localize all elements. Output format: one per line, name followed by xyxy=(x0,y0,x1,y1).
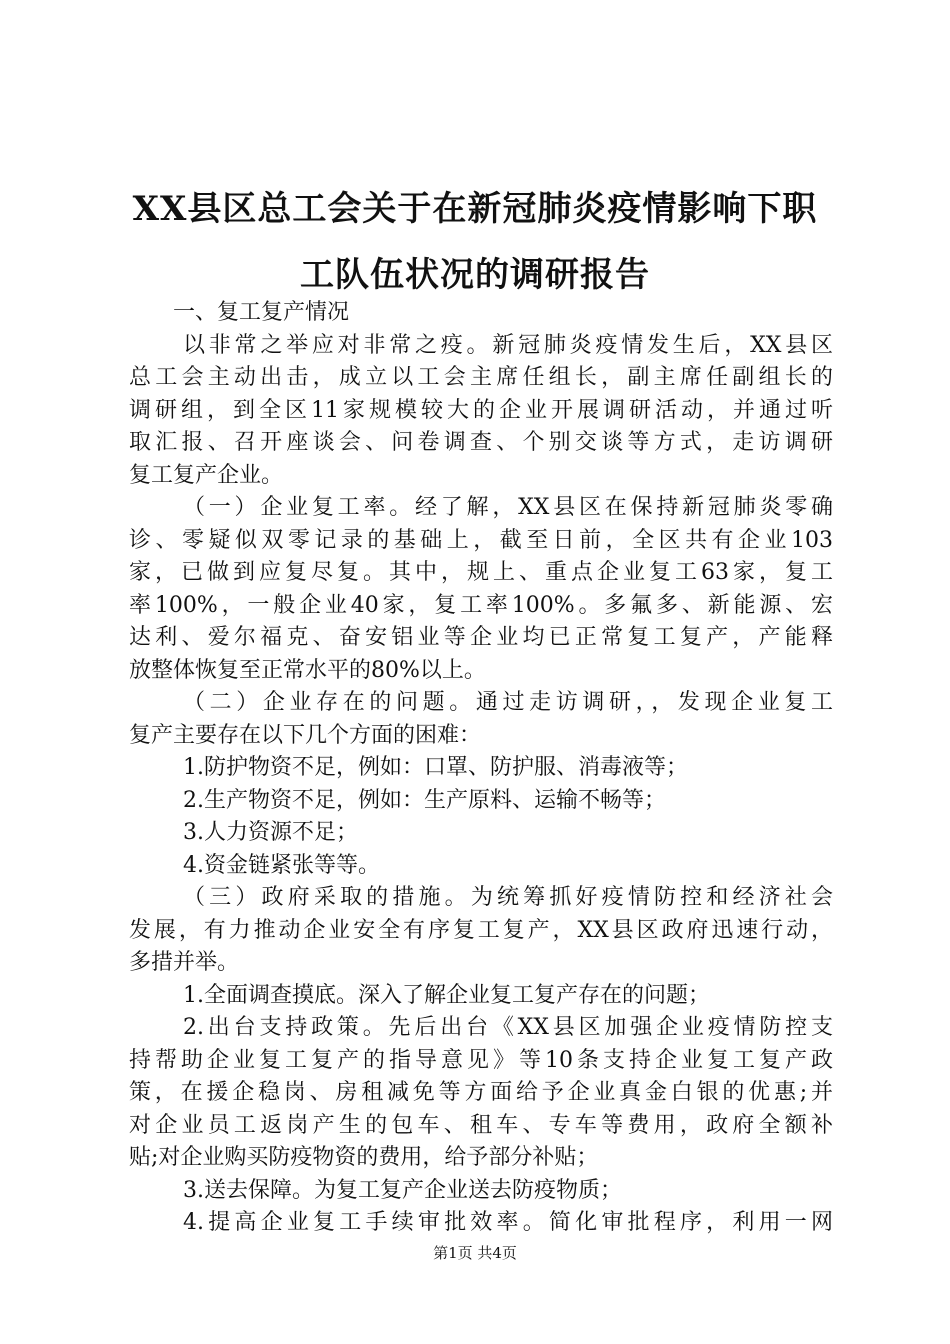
paragraph-line: （二）企业存在的问题。通过走访调研，，发现企业复工 xyxy=(183,690,833,715)
paragraph-line: （三）政府采取的措施。为统筹抓好疫情防控和经济社会 xyxy=(183,885,833,910)
paragraph-line: 多措并举。 xyxy=(129,950,240,975)
paragraph-line: 以非常之举应对非常之疫。新冠肺炎疫情发生后，XX县区 xyxy=(183,332,833,358)
paragraph-line: 发展，有力推动企业安全有序复工复产，XX县区政府迅速行动， xyxy=(129,917,833,943)
paragraph-line: 3.人力资源不足； xyxy=(183,820,358,845)
paragraph-line: 一、复工复产情况 xyxy=(173,300,350,325)
paragraph-line: 2.生产物资不足，例如：生产原料、运输不畅等； xyxy=(183,787,666,813)
page-footer: 第1页 共4页 xyxy=(433,1244,517,1262)
paragraph-line: 4.资金链紧张等等。 xyxy=(183,852,380,878)
paragraph-line: 家，已做到应复尽复。其中，规上、重点企业复工63家，复工 xyxy=(129,560,833,585)
paragraph-line: （一）企业复工率。经了解，XX县区在保持新冠肺炎零确 xyxy=(183,495,833,520)
title-line-1: XX县区总工会关于在新冠肺炎疫情影响下职 xyxy=(132,189,818,229)
paragraph-line: 取汇报、召开座谈会、问卷调查、个别交谈等方式，走访调研 xyxy=(129,430,833,455)
paragraph-line: 总工会主动出击，成立以工会主席任组长，副主席任副组长的 xyxy=(129,365,833,390)
paragraph-line: 复产主要存在以下几个方面的困难： xyxy=(129,722,482,748)
paragraph-line: 1.防护物资不足，例如：口罩、防护服、消毒液等； xyxy=(183,755,688,780)
paragraph-line: 复工复产企业。 xyxy=(129,462,284,488)
paragraph-line: 持帮助企业复工复产的指导意见》等10条支持企业复工复产政 xyxy=(129,1047,833,1073)
document-title xyxy=(100,176,850,308)
paragraph-line: 2.出台支持政策。先后出台《XX县区加强企业疫情防控支 xyxy=(183,1015,833,1040)
paragraph-line: 放整体恢复至正常水平的80%以上。 xyxy=(129,657,486,683)
paragraph-line: 策，在援企稳岗、房租减免等方面给予企业真金白银的优惠;并 xyxy=(129,1080,833,1105)
paragraph-line: 1.全面调查摸底。深入了解企业复工复产存在的问题； xyxy=(183,982,710,1008)
paragraph-line: 贴;对企业购买防疫物资的费用，给予部分补贴； xyxy=(129,1145,599,1170)
title-line-2: 工队伍状况的调研报告 xyxy=(300,255,650,295)
document-body xyxy=(129,297,833,1240)
paragraph-line: 3.送去保障。为复工复产企业送去防疫物质； xyxy=(183,1177,622,1203)
paragraph-line: 达利、爱尔福克、奋安铝业等企业均已正常复工复产，产能释 xyxy=(129,625,833,650)
paragraph-line: 4.提高企业复工手续审批效率。简化审批程序，利用一网 xyxy=(183,1210,833,1235)
paragraph-line: 诊、零疑似双零记录的基础上，截至日前，全区共有企业103 xyxy=(129,527,833,553)
paragraph-line: 对企业员工返岗产生的包车、租车、专车等费用，政府全额补 xyxy=(129,1112,833,1138)
paragraph-line: 率100%，一般企业40家，复工率100%。多氟多、新能源、宏 xyxy=(129,592,833,618)
paragraph-line: 调研组，到全区11家规模较大的企业开展调研活动，并通过听 xyxy=(129,397,833,423)
